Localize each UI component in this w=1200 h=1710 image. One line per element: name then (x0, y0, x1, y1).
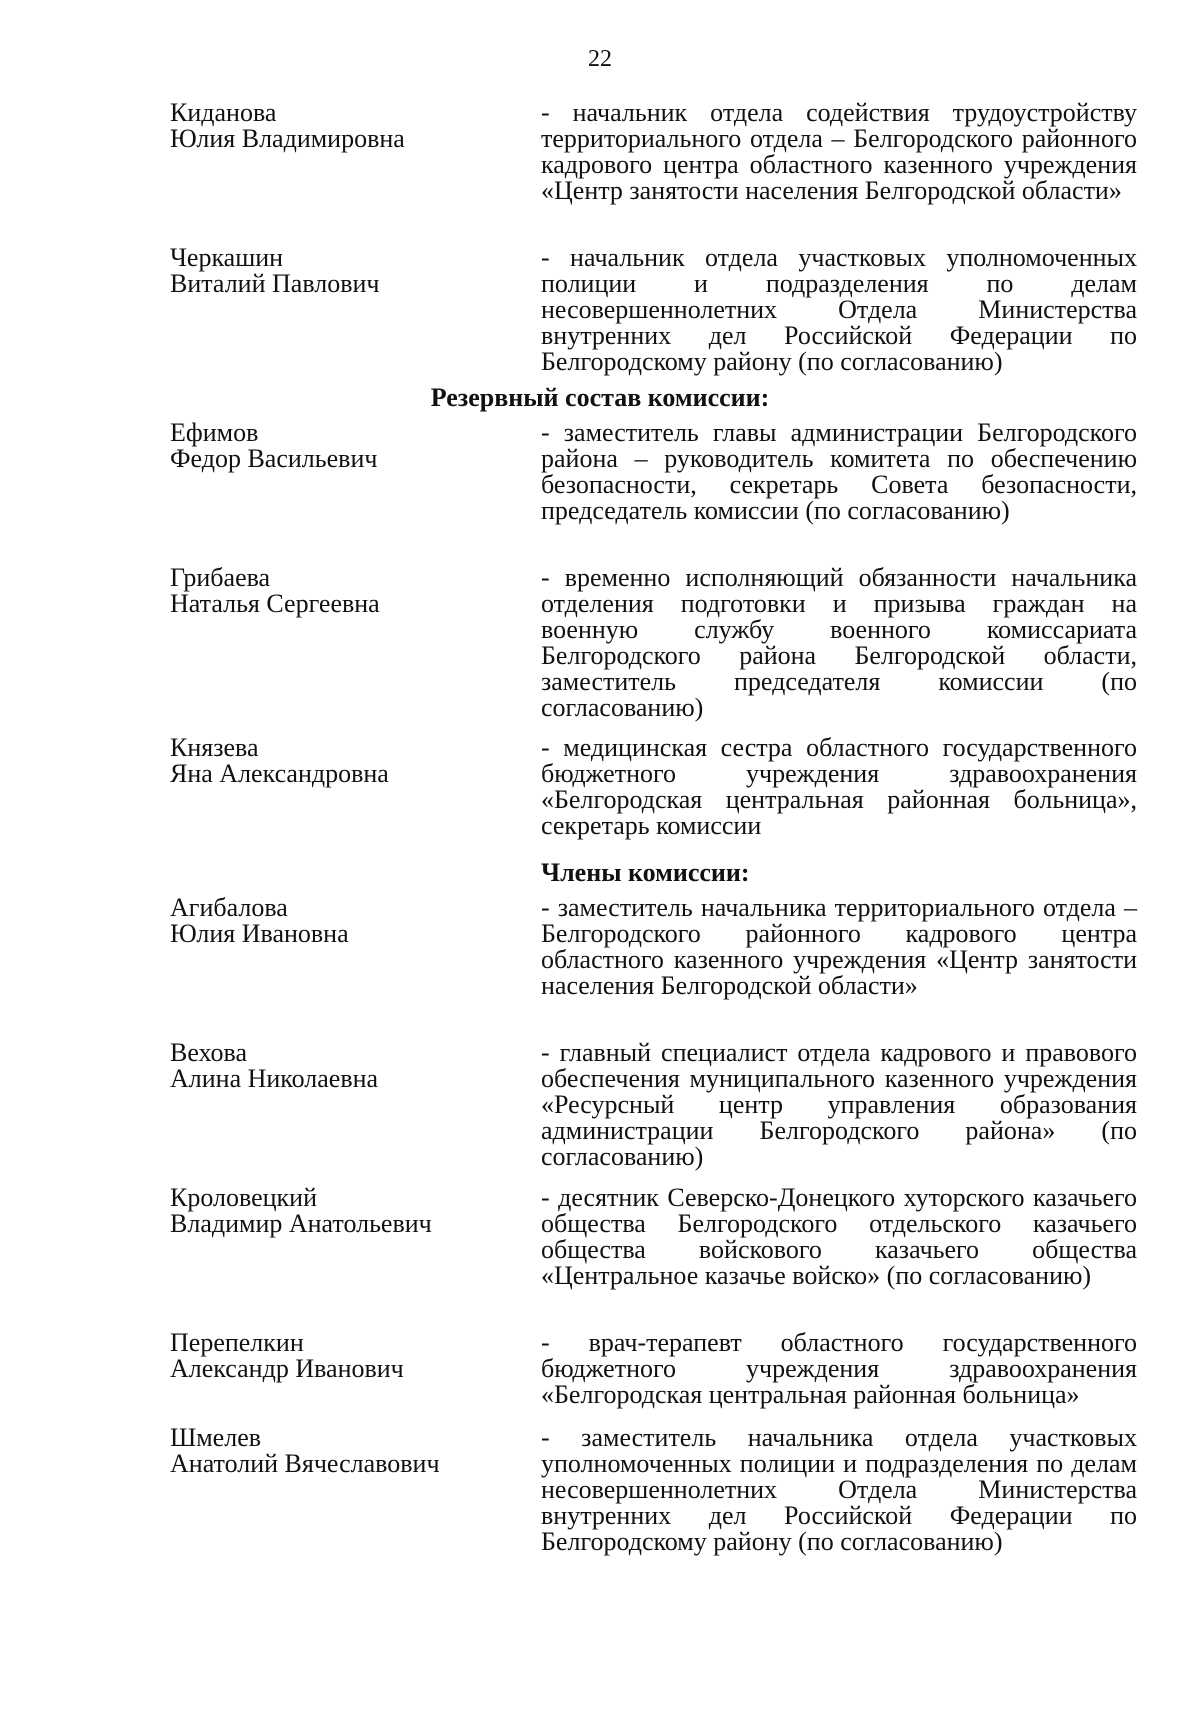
person-name (170, 1425, 530, 1477)
person-name (170, 245, 530, 297)
position-description: - главный специалист отдела кадрового и правового обеспечения муниципального казенного учреждения «Ресурсный центр управления образования администрации Белгородского района» (по согласованию) (541, 1038, 1137, 1171)
surname: Киданова (170, 98, 277, 127)
person-name (170, 1185, 530, 1237)
position-description: - начальник отдела содействия трудоустройству территориального отдела – Белгородского районного кадрового центра областного казенного учреждения «Центр занятости населения Белгородской области» (541, 98, 1137, 205)
position-description: - медицинская сестра областного государственного бюджетного учреждения здравоохранения «Белгородская центральная районная больница», секретарь комиссии (541, 733, 1137, 840)
given-name: Алина Николаевна (170, 1064, 379, 1093)
person-name (170, 100, 530, 152)
position-description: - заместитель начальника территориального отдела – Белгородского районного кадрового центра областного казенного учреждения «Центр занятости населения Белгородской области» (541, 893, 1137, 1000)
position-description: - заместитель начальника отдела участковых уполномоченных полиции и подразделения по делам несовершеннолетних Отдела Министерства внутренних дел Российской Федерации по Белгородскому району (по согласованию) (541, 1423, 1137, 1556)
given-name: Юлия Владимировна (170, 124, 405, 153)
reserve-heading: Резервный состав комиссии: (430, 383, 770, 412)
surname: Шмелев (170, 1423, 262, 1452)
given-name: Александр Иванович (170, 1354, 404, 1383)
given-name: Виталий Павлович (170, 269, 380, 298)
person-name (170, 895, 530, 947)
given-name: Юлия Ивановна (170, 919, 349, 948)
surname: Ефимов (170, 418, 259, 447)
given-name: Наталья Сергеевна (170, 589, 380, 618)
surname: Кроловецкий (170, 1183, 318, 1212)
person-name (170, 1330, 530, 1382)
person-name (170, 735, 530, 787)
position-description: - десятник Северско-Донецкого хуторского казачьего общества Белгородского отдельского казачьего общества войскового казачьего общества «Центральное казачье войско» (по согласованию) (541, 1183, 1137, 1290)
position-description: - заместитель главы администрации Белгородского района – руководитель комитета по обеспечению безопасности, секретарь Совета безопасности, председатель комиссии (по согласованию) (541, 418, 1137, 525)
position-description: - начальник отдела участковых уполномоченных полиции и подразделения по делам несовершеннолетних Отдела Министерства внутренних дел Российской Федерации по Белгородскому району (по согласованию) (541, 243, 1137, 376)
surname: Перепелкин (170, 1328, 304, 1357)
given-name: Анатолий Вячеславович (170, 1449, 440, 1478)
given-name: Яна Александровна (170, 759, 389, 788)
person-name (170, 565, 530, 617)
surname: Князева (170, 733, 259, 762)
members-heading: Члены комиссии: (541, 858, 750, 887)
given-name: Федор Васильевич (170, 444, 378, 473)
position-description: - временно исполняющий обязанности начальника отделения подготовки и призыва граждан на военную службу военного комиссариата Белгородского района Белгородской области, заместитель председателя комиссии (по согласованию) (541, 563, 1137, 722)
page-number: 22 (588, 46, 612, 72)
surname: Черкашин (170, 243, 284, 272)
surname: Вехова (170, 1038, 248, 1067)
position-description: - врач-терапевт областного государственного бюджетного учреждения здравоохранения «Белгородская центральная районная больница» (541, 1328, 1137, 1409)
surname: Агибалова (170, 893, 288, 922)
person-name (170, 1040, 530, 1092)
surname: Грибаева (170, 563, 271, 592)
person-name (170, 420, 530, 472)
given-name: Владимир Анатольевич (170, 1209, 432, 1238)
